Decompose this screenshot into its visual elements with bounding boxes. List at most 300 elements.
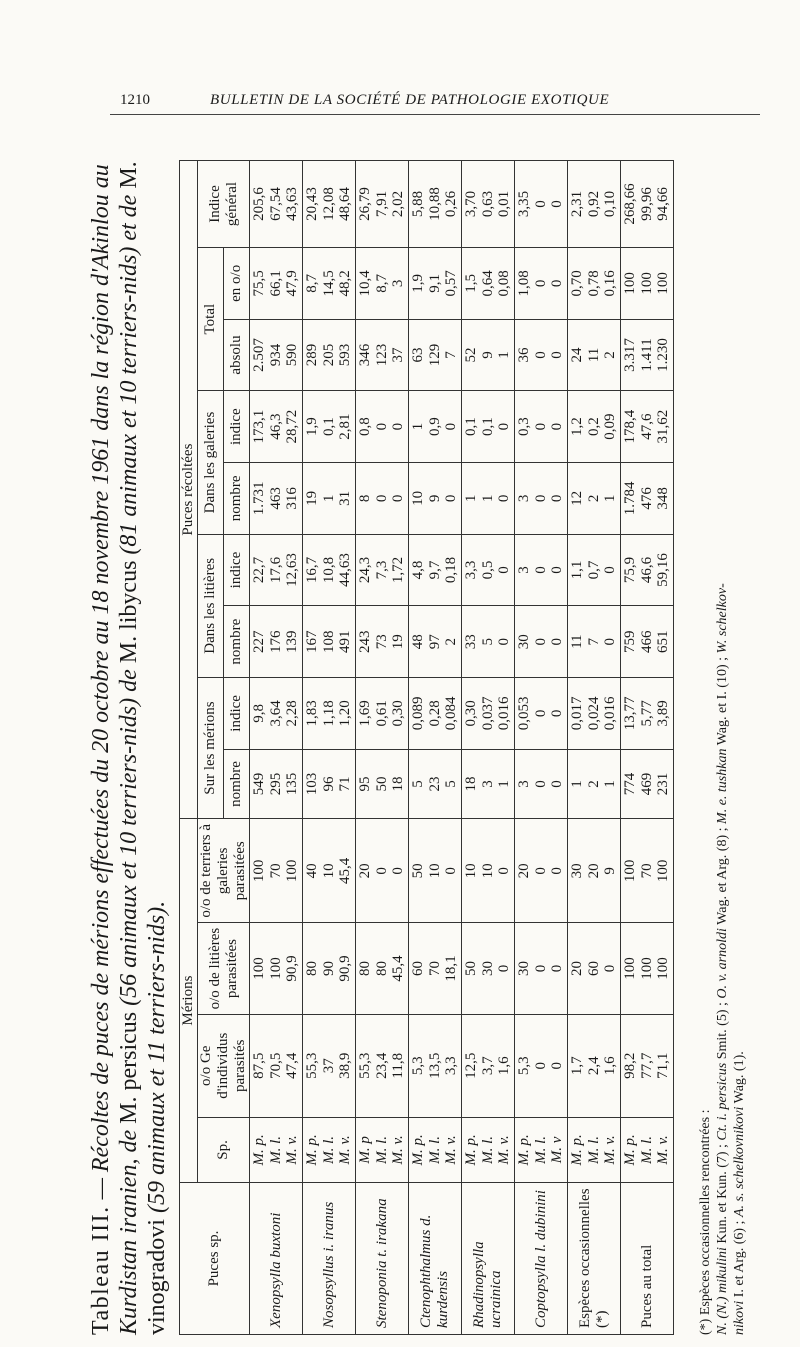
cell-value: 1,1 bbox=[569, 560, 586, 580]
cell-mer-n bbox=[462, 749, 515, 819]
cell-value: 71 bbox=[337, 776, 354, 792]
cell-gal-n bbox=[462, 463, 515, 535]
cell-value: 70 bbox=[426, 961, 443, 977]
cell-value: 3,35 bbox=[516, 190, 533, 218]
cell-value: 9,8 bbox=[251, 703, 268, 723]
cell-pct-lit bbox=[356, 923, 409, 1014]
cell-value: M. v. bbox=[390, 1135, 407, 1165]
caption-species-1: M. bbox=[116, 1096, 142, 1124]
cell-value: 90,9 bbox=[284, 955, 301, 982]
cell-value: 52 bbox=[463, 347, 480, 363]
cell-value: 2 bbox=[585, 780, 602, 788]
cell-value: M. p. bbox=[569, 1134, 586, 1166]
flea-species-name: Coptopsylla l. dubinini bbox=[515, 1182, 568, 1334]
cell-value: 9,1 bbox=[426, 273, 443, 293]
cell-value: 0,30 bbox=[463, 700, 480, 727]
cell-pct-ind bbox=[409, 1014, 462, 1117]
header-puces-sp: Puces sp. bbox=[180, 1182, 250, 1334]
cell-value: M. l. bbox=[479, 1135, 496, 1164]
cell-value: 100 bbox=[622, 859, 639, 883]
header-puces-recoltees: Puces récoltées bbox=[180, 161, 198, 819]
cell-ind-gen bbox=[409, 161, 462, 248]
cell-value: 1,08 bbox=[516, 270, 533, 297]
cell-value: 1,83 bbox=[304, 700, 321, 727]
cell-value: 10,88 bbox=[426, 187, 443, 221]
caption-text-4: (59 animaux et 11 terriers-nids). bbox=[144, 900, 170, 1220]
cell-value: 1 bbox=[479, 494, 496, 503]
cell-lit-n bbox=[515, 606, 568, 678]
cell-value: 97 bbox=[426, 634, 443, 650]
cell-gal-i bbox=[303, 391, 356, 463]
cell-value: 0 bbox=[532, 200, 549, 208]
cell-tot-abs bbox=[250, 319, 303, 391]
cell-value: 26,79 bbox=[357, 187, 374, 221]
cell-value: 2.507 bbox=[251, 338, 268, 372]
cell-sp bbox=[250, 1117, 303, 1182]
cell-value: 5,3 bbox=[410, 1056, 427, 1076]
cell-gal-i bbox=[462, 391, 515, 463]
cell-value: 243 bbox=[357, 630, 374, 653]
cell-value: 67,54 bbox=[267, 187, 284, 221]
cell-value: 590 bbox=[284, 343, 301, 367]
cell-value: 123 bbox=[373, 343, 390, 367]
cell-value: 1,69 bbox=[357, 700, 374, 727]
cell-value: 90,9 bbox=[337, 955, 354, 982]
cell-value: 0,9 bbox=[426, 417, 443, 437]
cell-value: 48,2 bbox=[337, 270, 354, 297]
cell-value: 3 bbox=[479, 780, 496, 788]
cell-value: 1 bbox=[602, 494, 619, 503]
cell-value: 0,016 bbox=[496, 696, 513, 731]
cell-value: 5 bbox=[410, 780, 427, 788]
cell-tot-abs bbox=[515, 319, 568, 391]
cell-value: 0,1 bbox=[479, 417, 496, 437]
cell-value: 10,8 bbox=[320, 556, 337, 584]
cell-value: 0 bbox=[532, 637, 549, 646]
cell-value: 2,02 bbox=[390, 190, 407, 218]
cell-value: 0 bbox=[532, 964, 549, 973]
cell-value: 0 bbox=[532, 1061, 549, 1070]
header-sur-merions: Sur les mérions bbox=[198, 678, 224, 819]
cell-mer-n bbox=[356, 749, 409, 819]
cell-value: 0,053 bbox=[516, 696, 533, 731]
cell-value: 55,3 bbox=[357, 1052, 374, 1079]
header-indice-general: Indice général bbox=[198, 161, 250, 248]
cell-ind-gen bbox=[621, 161, 674, 248]
cell-value: 23 bbox=[426, 776, 443, 792]
cell-value: 45,4 bbox=[337, 857, 354, 884]
cell-value: 1,6 bbox=[602, 1056, 619, 1076]
cell-lit-n bbox=[409, 606, 462, 678]
cell-value: 0 bbox=[532, 780, 549, 788]
cell-pct-ind bbox=[356, 1014, 409, 1117]
cell-value: 50 bbox=[373, 776, 390, 792]
footnote-line-3: nikovi I. et Arg. (6) ; A. s. schelkovnikovi Wag. (1). bbox=[732, 1051, 747, 1335]
cell-value: 0 bbox=[532, 422, 549, 431]
cell-value: 0,2 bbox=[585, 417, 602, 437]
cell-value: 0 bbox=[532, 279, 549, 288]
header-galeries: Dans les galeries bbox=[198, 391, 224, 534]
cell-value: 2,81 bbox=[337, 413, 354, 440]
cell-value: 205 bbox=[320, 343, 337, 367]
header-pct-terriers: o/o de terriers à galeries parasitées bbox=[198, 819, 250, 923]
cell-value: 268,66 bbox=[622, 183, 639, 225]
cell-tot-pct bbox=[515, 247, 568, 319]
cell-value: 9 bbox=[426, 494, 443, 503]
cell-sp bbox=[462, 1117, 515, 1182]
header-pct-individus: o/o Ge d'individus parasités bbox=[198, 1014, 250, 1117]
cell-value: 31,62 bbox=[655, 409, 672, 444]
cell-mer-n bbox=[568, 749, 621, 819]
cell-lit-n bbox=[250, 606, 303, 678]
table-row bbox=[356, 161, 409, 1335]
cell-value: 348 bbox=[655, 487, 672, 510]
cell-value: 0 bbox=[373, 422, 390, 431]
cell-value: 1 bbox=[569, 780, 586, 788]
cell-value: 38,9 bbox=[337, 1052, 354, 1079]
cell-lit-n bbox=[568, 606, 621, 678]
cell-mer-n bbox=[409, 749, 462, 819]
cell-value: M. v. bbox=[443, 1135, 460, 1165]
cell-value: 469 bbox=[638, 772, 655, 796]
cell-value: 759 bbox=[622, 630, 639, 653]
cell-value: 0,084 bbox=[443, 696, 460, 731]
cell-value: M. v bbox=[549, 1136, 566, 1164]
cell-value: 0,024 bbox=[585, 696, 602, 731]
cell-value: 24 bbox=[569, 347, 586, 363]
flea-species-name: Stenoponia t. irakana bbox=[356, 1182, 409, 1334]
footnote-line-1: (*) Espèces occasionnelles rencontrées : bbox=[698, 1109, 713, 1335]
cell-pct-ind bbox=[250, 1014, 303, 1117]
cell-value: 1.784 bbox=[622, 481, 639, 516]
cell-value: 0 bbox=[496, 422, 513, 431]
cell-sp bbox=[515, 1117, 568, 1182]
cell-value: 100 bbox=[251, 859, 268, 883]
cell-value: 7 bbox=[443, 351, 460, 359]
cell-value: 30 bbox=[516, 961, 533, 977]
caption-species-2: M. bbox=[116, 635, 142, 664]
cell-value: 95 bbox=[357, 776, 374, 792]
cell-ind-gen bbox=[303, 161, 356, 248]
cell-tot-pct bbox=[303, 247, 356, 319]
cell-value: M. l. bbox=[426, 1135, 443, 1164]
cell-value: 100 bbox=[655, 859, 672, 883]
cell-value: 108 bbox=[320, 630, 337, 653]
flea-species-name: Xenopsylla buxtoni bbox=[250, 1182, 303, 1334]
cell-gal-n bbox=[303, 463, 356, 535]
table-row bbox=[462, 161, 515, 1335]
cell-tot-abs bbox=[568, 319, 621, 391]
flea-table bbox=[179, 160, 674, 1335]
cell-mer-i bbox=[250, 678, 303, 750]
cell-value: 651 bbox=[655, 630, 672, 653]
cell-value: 0 bbox=[532, 867, 549, 875]
cell-value: 46,6 bbox=[638, 556, 655, 584]
cell-value: 96 bbox=[320, 776, 337, 792]
cell-value: 9 bbox=[602, 867, 619, 875]
cell-pct-ter bbox=[462, 819, 515, 923]
cell-value: 18 bbox=[463, 776, 480, 792]
cell-pct-lit bbox=[462, 923, 515, 1014]
cell-pct-ind bbox=[303, 1014, 356, 1117]
cell-pct-ter bbox=[568, 819, 621, 923]
cell-mer-n bbox=[303, 749, 356, 819]
cell-value: 178,4 bbox=[622, 409, 639, 444]
cell-lit-i bbox=[250, 534, 303, 606]
cell-value: 47,9 bbox=[284, 270, 301, 297]
cell-mer-i bbox=[303, 678, 356, 750]
cell-value: 2,31 bbox=[569, 190, 586, 218]
cell-value: 19 bbox=[304, 490, 321, 506]
cell-value: 0 bbox=[549, 637, 566, 646]
caption-text-1: — Récoltes de puces de mérions effectuées du 20 octobre au 18 novembre 1961 dans la région d'Akinlou au Kurdistan iranien, de bbox=[88, 164, 142, 1335]
cell-value: 466 bbox=[638, 630, 655, 653]
cell-value: 43,63 bbox=[284, 187, 301, 221]
cell-value: 2 bbox=[585, 494, 602, 503]
cell-value: 75,5 bbox=[251, 270, 268, 297]
table-row bbox=[250, 161, 303, 1335]
cell-value: 316 bbox=[284, 487, 301, 510]
cell-value: 346 bbox=[357, 343, 374, 367]
cell-value: 37 bbox=[390, 347, 407, 363]
cell-value: 98,2 bbox=[622, 1052, 639, 1079]
cell-gal-i bbox=[409, 391, 462, 463]
cell-value: 2,28 bbox=[284, 700, 301, 727]
cell-value: 1,20 bbox=[337, 700, 354, 727]
cell-value: 10 bbox=[426, 863, 443, 879]
cell-value: 36 bbox=[516, 347, 533, 363]
cell-value: 1.230 bbox=[655, 338, 672, 372]
cell-value: 5 bbox=[443, 780, 460, 788]
running-title: BULLETIN DE LA SOCIÉTÉ DE PATHOLOGIE EXOTIQUE bbox=[210, 92, 610, 108]
cell-gal-n bbox=[515, 463, 568, 535]
cell-gal-n bbox=[621, 463, 674, 535]
cell-value: 1,72 bbox=[390, 556, 407, 584]
cell-value: 0 bbox=[602, 566, 619, 574]
cell-tot-pct bbox=[250, 247, 303, 319]
cell-value: 0,16 bbox=[602, 270, 619, 297]
cell-value: 3,64 bbox=[267, 700, 284, 727]
cell-value: M. l. bbox=[267, 1135, 284, 1164]
cell-value: 3 bbox=[516, 494, 533, 503]
table-row bbox=[303, 161, 356, 1335]
cell-sp bbox=[409, 1117, 462, 1182]
cell-value: 1,9 bbox=[304, 417, 321, 437]
cell-value: 231 bbox=[655, 772, 672, 796]
cell-value: 5,77 bbox=[638, 700, 655, 727]
footnote bbox=[697, 155, 748, 1335]
cell-tot-pct bbox=[621, 247, 674, 319]
cell-lit-i bbox=[621, 534, 674, 606]
cell-value: 60 bbox=[585, 961, 602, 977]
cell-value: 20 bbox=[569, 961, 586, 977]
cell-value: 100 bbox=[638, 272, 655, 295]
caption-species-3b: vinogradovi bbox=[144, 1219, 170, 1335]
cell-value: 227 bbox=[251, 630, 268, 653]
cell-value: 100 bbox=[251, 957, 268, 980]
cell-value: 22,7 bbox=[251, 556, 268, 584]
cell-value: 66,1 bbox=[267, 270, 284, 297]
cell-value: 100 bbox=[655, 272, 672, 295]
cell-value: 0 bbox=[549, 422, 566, 431]
cell-mer-n bbox=[250, 749, 303, 819]
cell-value: 0 bbox=[549, 279, 566, 288]
table-row bbox=[621, 161, 674, 1335]
cell-gal-i bbox=[250, 391, 303, 463]
cell-mer-i bbox=[356, 678, 409, 750]
cell-value: 0,92 bbox=[585, 190, 602, 218]
cell-lit-i bbox=[409, 534, 462, 606]
cell-value: 1 bbox=[496, 351, 513, 359]
cell-value: 0 bbox=[549, 351, 566, 359]
cell-pct-ter bbox=[409, 819, 462, 923]
cell-value: 3.317 bbox=[622, 338, 639, 372]
cell-pct-ter bbox=[515, 819, 568, 923]
cell-value: 94,66 bbox=[655, 187, 672, 221]
cell-gal-i bbox=[568, 391, 621, 463]
cell-value: 1,2 bbox=[569, 417, 586, 437]
cell-value: 80 bbox=[357, 961, 374, 977]
cell-mer-i bbox=[515, 678, 568, 750]
cell-value: 0,18 bbox=[443, 556, 460, 584]
cell-value: M. p. bbox=[622, 1134, 639, 1166]
cell-value: 20 bbox=[585, 863, 602, 879]
cell-value: 80 bbox=[304, 961, 321, 977]
cell-value: 13,5 bbox=[426, 1052, 443, 1079]
cell-value: 0 bbox=[496, 494, 513, 503]
cell-value: 17,6 bbox=[267, 556, 284, 584]
cell-value: 47,6 bbox=[638, 413, 655, 440]
cell-value: 0,089 bbox=[410, 696, 427, 731]
cell-value: 7,91 bbox=[373, 190, 390, 218]
cell-value: 100 bbox=[655, 957, 672, 980]
caption-label: Tableau III. bbox=[88, 1205, 114, 1335]
cell-value: M. l. bbox=[532, 1135, 549, 1164]
cell-value: 20 bbox=[357, 863, 374, 879]
cell-value: 30 bbox=[516, 634, 533, 650]
cell-value: 0 bbox=[496, 566, 513, 574]
flea-species-name: Rhadinopsylla ucrainica bbox=[462, 1182, 515, 1334]
cell-value: 0,037 bbox=[479, 696, 496, 731]
cell-pct-ter bbox=[303, 819, 356, 923]
cell-value: 10 bbox=[320, 863, 337, 879]
cell-value: 5,88 bbox=[410, 190, 427, 218]
cell-value: 100 bbox=[638, 957, 655, 980]
cell-sp bbox=[568, 1117, 621, 1182]
header-absolu: absolu bbox=[224, 319, 250, 391]
cell-lit-i bbox=[303, 534, 356, 606]
cell-value: 8 bbox=[357, 494, 374, 503]
header-indice: indice bbox=[224, 534, 250, 606]
cell-value: 11 bbox=[569, 634, 586, 649]
flea-species-name: Espèces occasionnelles (*) bbox=[568, 1182, 621, 1334]
header-litieres: Dans les litières bbox=[198, 534, 224, 677]
cell-value: 0 bbox=[443, 494, 460, 503]
cell-value: 100 bbox=[622, 957, 639, 980]
cell-value: 47,4 bbox=[284, 1052, 301, 1079]
cell-value: 23,4 bbox=[373, 1052, 390, 1079]
cell-value: 20 bbox=[516, 863, 533, 879]
cell-value: 1 bbox=[320, 494, 337, 503]
header-nombre: nombre bbox=[224, 606, 250, 678]
cell-pct-lit bbox=[621, 923, 674, 1014]
cell-value: 55,3 bbox=[304, 1052, 321, 1079]
cell-value: 173,1 bbox=[251, 409, 268, 444]
cell-value: 2 bbox=[443, 637, 460, 646]
cell-value: 37 bbox=[320, 1058, 337, 1074]
cell-lit-n bbox=[621, 606, 674, 678]
cell-value: 0,61 bbox=[373, 700, 390, 727]
cell-value: 100 bbox=[267, 957, 284, 980]
cell-value: M. p. bbox=[410, 1134, 427, 1166]
cell-pct-ind bbox=[568, 1014, 621, 1117]
cell-value: 100 bbox=[622, 272, 639, 295]
cell-value: 12,08 bbox=[320, 187, 337, 221]
cell-pct-lit bbox=[303, 923, 356, 1014]
cell-value: 593 bbox=[337, 343, 354, 367]
cell-tot-abs bbox=[356, 319, 409, 391]
cell-value: 3,3 bbox=[443, 1056, 460, 1076]
cell-value: 80 bbox=[373, 961, 390, 977]
cell-value: 44,63 bbox=[337, 553, 354, 587]
flea-species-name: Puces au total bbox=[621, 1182, 674, 1334]
cell-value: 73 bbox=[373, 634, 390, 650]
cell-lit-n bbox=[462, 606, 515, 678]
cell-value: 0,1 bbox=[320, 417, 337, 437]
flea-species-name: Nosopsyllus i. iranus bbox=[303, 1182, 356, 1334]
cell-value: 0 bbox=[496, 964, 513, 973]
cell-value: 30 bbox=[479, 961, 496, 977]
table-body bbox=[250, 161, 674, 1335]
cell-value: M. l. bbox=[320, 1135, 337, 1164]
cell-value: 12,5 bbox=[463, 1052, 480, 1079]
cell-mer-i bbox=[462, 678, 515, 750]
cell-value: 10,4 bbox=[357, 270, 374, 297]
cell-ind-gen bbox=[515, 161, 568, 248]
cell-value: 0,70 bbox=[569, 270, 586, 297]
cell-value: 476 bbox=[638, 487, 655, 510]
cell-value: 3 bbox=[390, 279, 407, 288]
cell-value: 4,8 bbox=[410, 560, 427, 580]
header-indice: indice bbox=[224, 391, 250, 463]
rotated-table-block bbox=[85, 155, 785, 1335]
cell-value: 139 bbox=[284, 630, 301, 653]
cell-value: 100 bbox=[284, 859, 301, 883]
cell-tot-pct bbox=[568, 247, 621, 319]
cell-value: 3,7 bbox=[479, 1056, 496, 1076]
cell-value: 1.731 bbox=[251, 481, 268, 516]
cell-value: 0 bbox=[549, 1061, 566, 1070]
header-indice: indice bbox=[224, 678, 250, 750]
cell-gal-n bbox=[356, 463, 409, 535]
cell-value: 0 bbox=[443, 422, 460, 431]
cell-value: 1,7 bbox=[569, 1056, 586, 1076]
cell-value: M. p. bbox=[251, 1134, 268, 1166]
cell-value: 1,9 bbox=[410, 273, 427, 293]
cell-value: M. p bbox=[357, 1136, 374, 1164]
cell-value: 3,89 bbox=[655, 700, 672, 727]
cell-value: 0,016 bbox=[602, 696, 619, 731]
cell-value: 77,7 bbox=[638, 1052, 655, 1079]
cell-value: M. p. bbox=[516, 1134, 533, 1166]
cell-value: 18 bbox=[390, 776, 407, 792]
cell-value: 167 bbox=[304, 630, 321, 653]
cell-value: M. p. bbox=[463, 1134, 480, 1166]
cell-tot-pct bbox=[462, 247, 515, 319]
cell-value: M. l. bbox=[585, 1135, 602, 1164]
cell-value: 0 bbox=[549, 964, 566, 973]
cell-value: 59,16 bbox=[655, 553, 672, 587]
